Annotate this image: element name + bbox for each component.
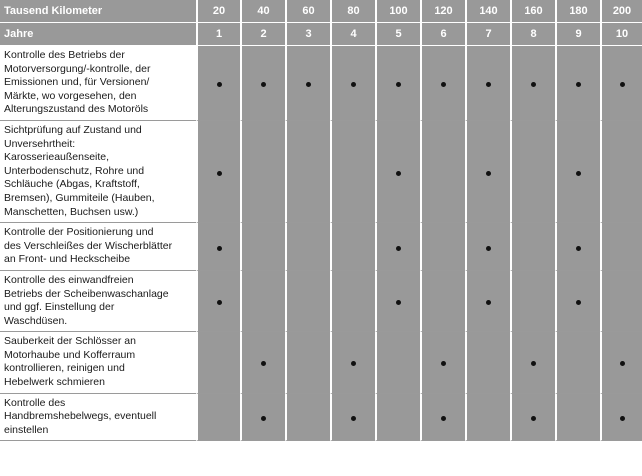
year-value: 2 <box>240 23 285 46</box>
year-value: 1 <box>196 23 240 46</box>
task-description-line: Märkte, wo vorgesehen, den <box>4 89 137 102</box>
interval-cell <box>420 223 465 271</box>
interval-cell <box>330 332 375 393</box>
check-dot-icon <box>576 171 581 176</box>
check-dot-icon <box>351 82 356 87</box>
interval-cell <box>510 271 555 332</box>
distance-value: 20 <box>196 0 240 23</box>
check-dot-icon <box>576 82 581 87</box>
interval-cell <box>330 223 375 271</box>
check-dot-icon <box>531 82 536 87</box>
interval-cell <box>375 121 420 223</box>
year-value: 8 <box>510 23 555 46</box>
interval-cell <box>510 46 555 121</box>
check-dot-icon <box>620 416 625 421</box>
check-dot-icon <box>396 171 401 176</box>
task-description-line: Kontrolle des <box>4 396 66 409</box>
interval-cell <box>465 46 510 121</box>
interval-cell <box>600 271 642 332</box>
check-dot-icon <box>486 82 491 87</box>
task-description <box>0 223 196 271</box>
distance-value: 80 <box>330 0 375 23</box>
interval-cell <box>465 271 510 332</box>
task-description-line: Motorhaube und Kofferraum <box>4 348 136 361</box>
interval-cell <box>600 223 642 271</box>
interval-cell <box>330 394 375 442</box>
year-value: 6 <box>420 23 465 46</box>
interval-cell <box>240 394 285 442</box>
table-row <box>0 271 642 332</box>
interval-cell <box>196 332 240 393</box>
schedule-body <box>0 46 642 441</box>
task-description-line: Kontrolle des Betriebs der <box>4 49 125 61</box>
task-description-line: Motorversorgung/-kontrolle, der <box>4 62 151 75</box>
year-value: 7 <box>465 23 510 46</box>
task-description-line: des Verschleißes der Wischerblätter <box>4 239 173 252</box>
interval-cell <box>196 46 240 121</box>
distance-label: Tausend Kilometer <box>0 0 196 23</box>
interval-cell <box>240 332 285 393</box>
distance-value: 180 <box>555 0 600 23</box>
check-dot-icon <box>217 171 222 176</box>
table-row <box>0 121 642 223</box>
task-description-line: Schläuche (Abgas, Kraftstoff, <box>4 178 140 191</box>
interval-cell <box>420 121 465 223</box>
header-row-years <box>0 23 642 46</box>
interval-cell <box>375 394 420 442</box>
check-dot-icon <box>576 246 581 251</box>
task-description-line: einstellen <box>4 423 49 436</box>
check-dot-icon <box>620 82 625 87</box>
interval-cell <box>196 394 240 442</box>
check-dot-icon <box>576 300 581 305</box>
task-description-line: Emissionen und, für Versionen/ <box>4 76 150 89</box>
interval-cell <box>330 271 375 332</box>
interval-cell <box>240 271 285 332</box>
check-dot-icon <box>396 300 401 305</box>
interval-cell <box>240 121 285 223</box>
interval-cell <box>555 46 600 121</box>
distance-value: 200 <box>600 0 642 23</box>
interval-cell <box>240 223 285 271</box>
interval-cell <box>196 223 240 271</box>
check-dot-icon <box>306 82 311 87</box>
task-description <box>0 394 196 442</box>
interval-cell <box>420 332 465 393</box>
task-description-line: Betriebs der Scheibenwaschanlage <box>4 287 169 300</box>
distance-value: 40 <box>240 0 285 23</box>
interval-cell <box>465 332 510 393</box>
task-description-line: und ggf. Einstellung der <box>4 301 115 314</box>
interval-cell <box>600 121 642 223</box>
task-description-line: Waschdüsen. <box>4 314 68 327</box>
check-dot-icon <box>261 82 266 87</box>
check-dot-icon <box>441 361 446 366</box>
interval-cell <box>285 332 330 393</box>
header-row-distance <box>0 0 642 23</box>
check-dot-icon <box>486 171 491 176</box>
task-description-line: kontrollieren, reinigen und <box>4 362 125 375</box>
interval-cell <box>600 394 642 442</box>
interval-cell <box>375 332 420 393</box>
task-description <box>0 332 196 393</box>
distance-value: 60 <box>285 0 330 23</box>
check-dot-icon <box>261 416 266 421</box>
interval-cell <box>375 223 420 271</box>
check-dot-icon <box>396 82 401 87</box>
task-description-line: Kontrolle des einwandfreien <box>4 273 134 286</box>
year-value: 4 <box>330 23 375 46</box>
task-description <box>0 271 196 332</box>
task-description-line: Bremsen), Gummiteile (Hauben, <box>4 191 155 204</box>
table-row <box>0 223 642 271</box>
interval-cell <box>555 223 600 271</box>
task-description <box>0 46 196 121</box>
interval-cell <box>465 121 510 223</box>
task-description-line: Unversehrtheit: <box>4 137 76 150</box>
task-description-line: Handbremshebelwegs, eventuell <box>4 410 157 423</box>
check-dot-icon <box>396 246 401 251</box>
check-dot-icon <box>531 361 536 366</box>
year-value: 9 <box>555 23 600 46</box>
interval-cell <box>330 121 375 223</box>
interval-cell <box>510 394 555 442</box>
task-description-line: Karosserieaußenseite, <box>4 151 110 164</box>
interval-cell <box>285 121 330 223</box>
task-description-line: Hebelwerk schmieren <box>4 376 105 389</box>
interval-cell <box>330 46 375 121</box>
year-value: 3 <box>285 23 330 46</box>
interval-cell <box>555 121 600 223</box>
year-value: 10 <box>600 23 642 46</box>
task-description-line: Unterbodenschutz, Rohre und <box>4 164 145 177</box>
interval-cell <box>600 332 642 393</box>
interval-cell <box>420 46 465 121</box>
table-row <box>0 46 642 121</box>
task-description-line: an Front- und Heckscheibe <box>4 253 131 266</box>
interval-cell <box>285 223 330 271</box>
distance-value: 140 <box>465 0 510 23</box>
interval-cell <box>375 46 420 121</box>
interval-cell <box>600 46 642 121</box>
interval-cell <box>375 271 420 332</box>
check-dot-icon <box>217 300 222 305</box>
interval-cell <box>240 46 285 121</box>
year-value: 5 <box>375 23 420 46</box>
check-dot-icon <box>351 361 356 366</box>
years-label: Jahre <box>0 23 196 46</box>
distance-value: 100 <box>375 0 420 23</box>
task-description-line: Sichtprüfung auf Zustand und <box>4 123 142 136</box>
interval-cell <box>510 121 555 223</box>
interval-cell <box>285 46 330 121</box>
distance-value: 160 <box>510 0 555 23</box>
check-dot-icon <box>486 246 491 251</box>
check-dot-icon <box>217 82 222 87</box>
check-dot-icon <box>620 361 625 366</box>
check-dot-icon <box>486 300 491 305</box>
interval-cell <box>465 223 510 271</box>
interval-cell <box>196 121 240 223</box>
check-dot-icon <box>217 246 222 251</box>
interval-cell <box>196 271 240 332</box>
interval-cell <box>465 394 510 442</box>
check-dot-icon <box>261 361 266 366</box>
task-description-line: Kontrolle der Positionierung und <box>4 226 154 239</box>
task-description <box>0 121 196 223</box>
interval-cell <box>420 394 465 442</box>
interval-cell <box>555 271 600 332</box>
check-dot-icon <box>441 82 446 87</box>
interval-cell <box>420 271 465 332</box>
task-description-line: Alterungszustand des Motoröls <box>4 103 149 116</box>
interval-cell <box>510 223 555 271</box>
check-dot-icon <box>531 416 536 421</box>
task-description-line: Manschetten, Buchsen usw.) <box>4 205 139 218</box>
table-row <box>0 394 642 442</box>
interval-cell <box>285 271 330 332</box>
interval-cell <box>285 394 330 442</box>
table-row <box>0 332 642 393</box>
distance-value: 120 <box>420 0 465 23</box>
interval-cell <box>510 332 555 393</box>
interval-cell <box>555 394 600 442</box>
check-dot-icon <box>441 416 446 421</box>
interval-cell <box>555 332 600 393</box>
task-description-line: Sauberkeit der Schlösser an <box>4 335 136 348</box>
check-dot-icon <box>351 416 356 421</box>
